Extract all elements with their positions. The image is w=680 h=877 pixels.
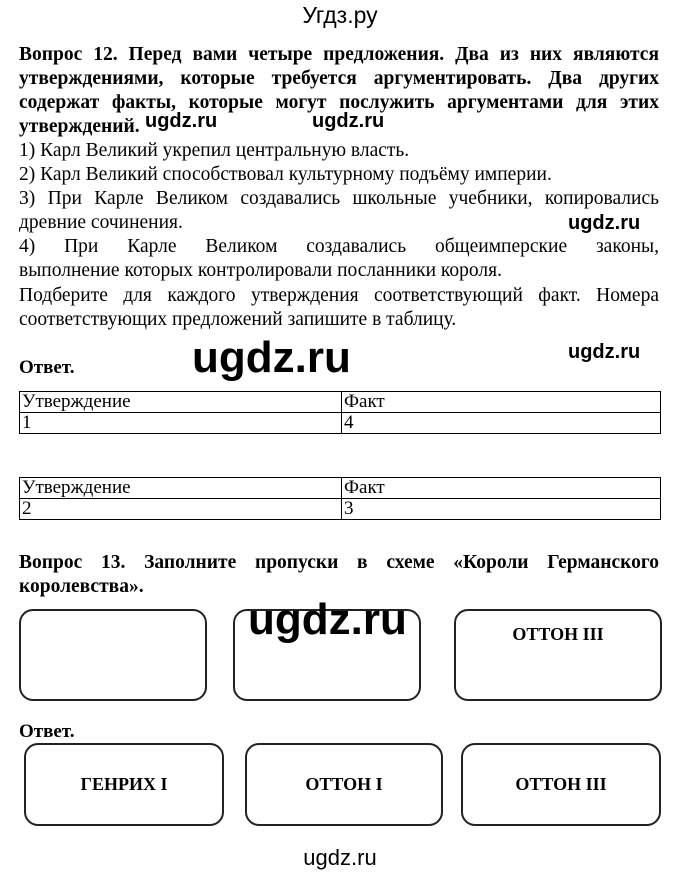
sentence-line: выполнение которых контролировали посланники короля. [19, 260, 502, 281]
site-title: Угдз.ру [302, 2, 378, 28]
answer-box-label: ГЕНРИХ I [80, 774, 168, 794]
sentence-line: 4) При Карле Великом создавались общеимперские законы, [19, 236, 659, 257]
answer-box-genrikh-i [24, 743, 224, 826]
watermark: ugdz.ru [312, 110, 385, 132]
table-cell: 4 [342, 413, 661, 434]
question-13-heading-line: Вопрос 13. Заполните пропуски в схеме «Короли Германского [19, 552, 659, 573]
scheme-box-label: ОТТОН III [512, 624, 604, 644]
scheme-box-otton-iii [454, 609, 662, 701]
watermark: ugdz.ru [248, 595, 407, 644]
question-12-heading-line: утверждениями, которые требуется аргументировать. Два других [19, 68, 659, 89]
question-12-heading-line: Вопрос 12. Перед вами четыре предложения. Два из них являются [19, 44, 659, 65]
question-13-heading-line: королевства». [19, 576, 144, 597]
sentence-line: древние сочинения. [19, 212, 183, 233]
table-header-cell: Утверждение [20, 392, 342, 413]
table-cell: 3 [342, 499, 661, 520]
watermark: ugdz.ru [568, 212, 641, 234]
question-12-heading-line: утверждений. [19, 116, 140, 137]
answer-table-2 [19, 477, 661, 520]
table-cell: 2 [20, 499, 342, 520]
watermark: ugdz.ru [145, 110, 218, 132]
answer-box-otton-i [245, 743, 443, 826]
answer-box-otton-iii [461, 743, 661, 826]
table-cell: 1 [20, 413, 342, 434]
scheme-box-blank-1 [19, 609, 207, 701]
question-12-heading-line: содержат факты, которые могут послужить аргументами для этих [19, 92, 659, 113]
table-header-row [20, 478, 661, 499]
instruction-line: соответствующих предложений запишите в таблицу. [19, 309, 457, 330]
sentence-line: 1) Карл Великий укрепил центральную власть. [19, 140, 410, 161]
table-row [20, 413, 661, 434]
table-header-cell: Факт [342, 478, 661, 499]
answer-label: Ответ. [19, 721, 75, 742]
answer-table-1 [19, 391, 661, 434]
answer-label: Ответ. [19, 357, 75, 378]
instruction-line: Подберите для каждого утверждения соответствующий факт. Номера [19, 285, 659, 306]
answer-box-label: ОТТОН I [305, 774, 383, 794]
question-13-heading [19, 551, 659, 599]
answer-box-label: ОТТОН III [515, 774, 607, 794]
table-header-cell: Утверждение [20, 478, 342, 499]
table-header-row [20, 392, 661, 413]
sentence-line: 2) Карл Великий способствовал культурному подъёму империи. [19, 164, 552, 185]
table-row [20, 499, 661, 520]
watermark: ugdz.ru [568, 341, 641, 363]
sentence-line: 3) При Карле Великом создавались школьные учебники, копировались [19, 188, 659, 209]
table-header-cell: Факт [342, 392, 661, 413]
footer-watermark: ugdz.ru [303, 845, 377, 870]
watermark: ugdz.ru [192, 333, 351, 382]
